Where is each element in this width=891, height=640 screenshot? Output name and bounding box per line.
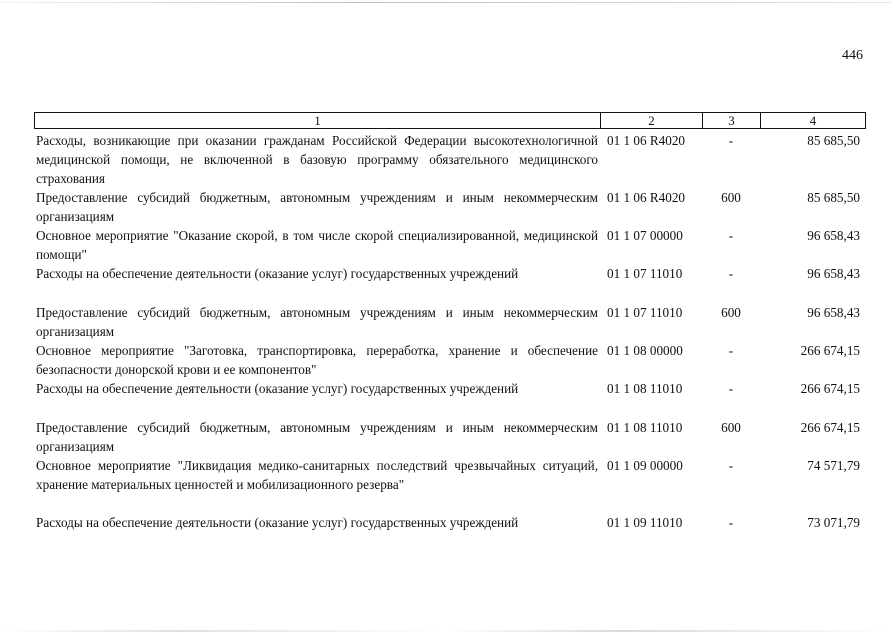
row-description: Расходы на обеспечение деятельности (оказание услуг) государственных учреждений [36,266,519,281]
row-type: 600 [721,305,741,320]
row-type: - [728,133,734,148]
scan-edge-bottom [0,630,891,632]
row-code: 01 1 08 11010 [607,420,683,435]
row-description: Основное мероприятие "Ликвидация медико-санитарных последствий чрезвычайных ситуаций, хранение материальных ценностей и мобилизационного резерва" [36,458,598,492]
row-code: 01 1 08 11010 [607,381,683,396]
row-description: Основное мероприятие "Оказание скорой, в том числе скорой специализированной, медицинской помощи" [36,228,598,262]
header-col-3: 3 [703,113,761,128]
row-amount: 74 571,79 [807,458,860,473]
row-amount: 73 071,79 [807,515,860,530]
row-amount: 96 658,43 [807,228,860,243]
row-type: - [728,266,734,281]
row-description: Предоставление субсидий бюджетным, автономным учреждениям и иным некоммерческим организациям [36,305,598,339]
row-type: 600 [721,190,741,205]
row-type: - [728,458,734,473]
row-type: - [728,228,734,243]
row-code: 01 1 07 11010 [607,305,683,320]
row-code: 01 1 07 11010 [607,266,683,281]
row-code: 01 1 06 R4020 [607,133,686,148]
page-number: 446 [842,48,863,63]
row-type: 600 [721,420,741,435]
header-col-1: 1 [35,113,601,128]
row-code: 01 1 09 00000 [607,458,683,473]
row-description: Предоставление субсидий бюджетным, автономным учреждениям и иным некоммерческим организациям [36,190,598,224]
row-code: 01 1 08 00000 [607,343,683,358]
row-amount: 96 658,43 [807,266,860,281]
scan-edge-top [0,2,891,3]
row-amount: 266 674,15 [800,343,860,358]
row-description: Расходы на обеспечение деятельности (оказание услуг) государственных учреждений [36,381,519,396]
row-type: - [728,343,734,358]
row-amount: 96 658,43 [807,305,860,320]
row-description: Предоставление субсидий бюджетным, автономным учреждениям и иным некоммерческим организациям [36,420,598,454]
row-code: 01 1 06 R4020 [607,190,686,205]
row-description: Расходы на обеспечение деятельности (оказание услуг) государственных учреждений [36,515,519,530]
row-amount: 85 685,50 [807,190,860,205]
header-col-4: 4 [809,113,817,128]
row-description: Расходы, возникающие при оказании гражданам Российской Федерации высокотехнологичной медицинской помощи, не включенной в базовую программу обязательного медицинского страхования [36,133,598,186]
row-amount: 266 674,15 [800,381,860,396]
row-type: - [728,515,734,530]
row-amount: 85 685,50 [807,133,860,148]
header-col-2: 2 [601,113,703,128]
table-header [34,112,866,129]
row-code: 01 1 07 00000 [607,228,683,243]
row-code: 01 1 09 11010 [607,515,683,530]
row-amount: 266 674,15 [800,420,860,435]
row-description: Основное мероприятие "Заготовка, транспортировка, переработка, хранение и обеспечение безопасности донорской крови и ее компонентов" [36,343,598,377]
row-type: - [728,381,734,396]
